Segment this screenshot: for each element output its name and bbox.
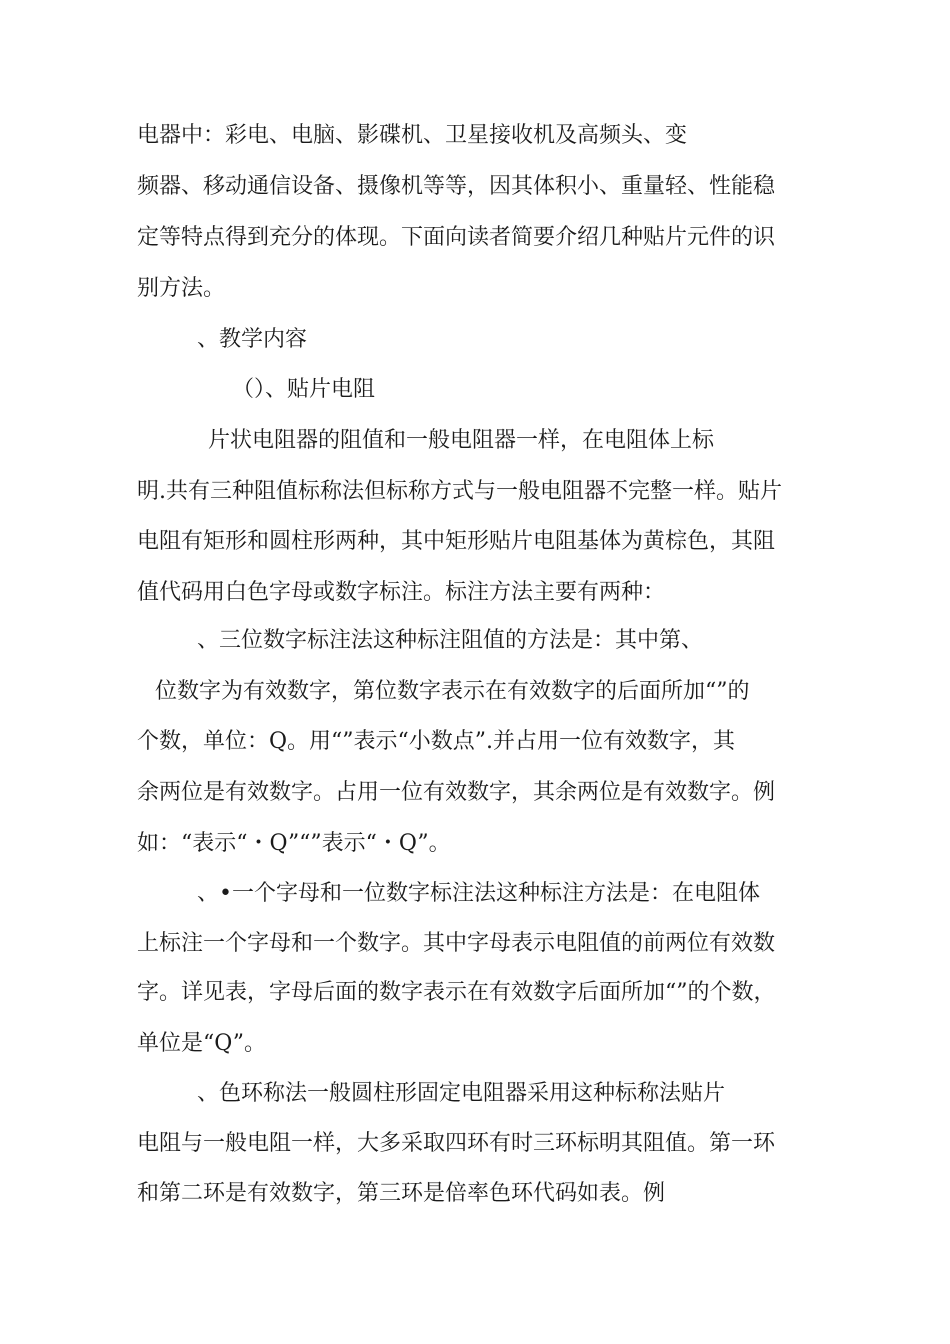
text-line: 频器、移动通信设备、摄像机等等，因其体积小、重量轻、性能稳	[137, 174, 776, 199]
text-line: 上标注一个字母和一个数字。其中字母表示电阻值的前两位有效数	[137, 931, 776, 956]
text-line: 电器中：彩电、电脑、影碟机、卫星接收机及高频头、变	[137, 123, 688, 148]
text-line: 电阻有矩形和圆柱形两种，其中矩形贴片电阻基体为黄棕色，其阻	[137, 529, 776, 554]
text-line: 别方法。	[137, 276, 226, 301]
text-line: 个数，单位：Q。用“”表示“小数点”.并占用一位有效数字，其	[137, 729, 736, 754]
text-line: 余两位是有效数字。占用一位有效数字，其余两位是有效数字。例	[137, 780, 776, 805]
text-line: 、三位数字标注法这种标注阻值的方法是：其中第、	[197, 628, 704, 653]
text-line: 单位是“Q”。	[137, 1031, 266, 1056]
text-line: 、色环称法一般圆柱形固定电阻器采用这种标称法贴片	[197, 1081, 726, 1106]
text-line: 如：“表示“・Q”“”表示“・Q”。	[137, 831, 451, 856]
text-line: 、•一个字母和一位数字标注法这种标注方法是：在电阻体	[197, 881, 760, 906]
text-line: 值代码用白色字母或数字标注。标注方法主要有两种：	[137, 580, 666, 605]
text-line: 位数字为有效数字，第位数字表示在有效数字的后面所加“”的	[155, 679, 750, 704]
text-line: 定等特点得到充分的体现。下面向读者简要介绍几种贴片元件的识	[137, 225, 776, 250]
text-line: 和第二环是有效数字，第三环是倍率色环代码如表。例	[137, 1181, 666, 1206]
text-line: 明.共有三种阻值标称法但标称方式与一般电阻器不完整一样。贴片	[137, 479, 782, 504]
text-line: 电阻与一般电阻一样，大多采取四环有时三环标明其阻值。第一环	[137, 1131, 776, 1156]
text-line: 片状电阻器的阻值和一般电阻器一样，在电阻体上标	[208, 428, 715, 453]
text-line: 字。详见表，字母后面的数字表示在有效数字后面所加“”的个数，	[137, 980, 776, 1005]
section-heading: 、教学内容	[197, 327, 308, 352]
subsection-heading: （）、贴片电阻	[232, 377, 376, 402]
